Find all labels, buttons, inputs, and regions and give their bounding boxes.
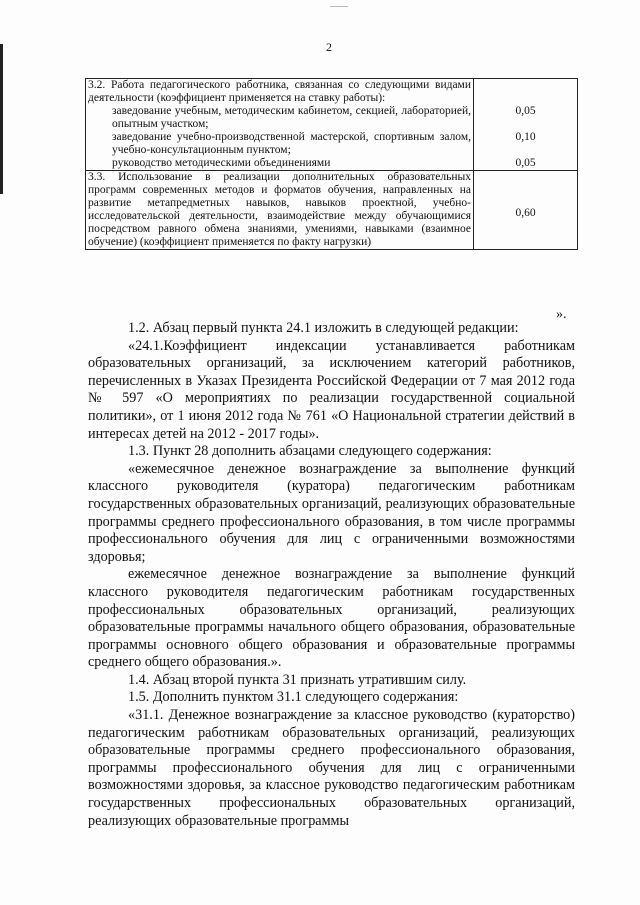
page-number: 2 <box>326 40 332 54</box>
table-cell-value: 0,05 <box>474 157 578 171</box>
paragraph: ежемесячное денежное вознаграждение за выполнение функций классного руководителя педагогическим работникам государственных профессиональных образовательных организаций, реализующих образовательные программы начального общего образования, образовательные программы основного общего образования и образовательные программы среднего общего образования.». <box>88 566 575 671</box>
paragraph: 1.3. Пункт 28 дополнить абзацами следующего содержания: <box>128 443 492 460</box>
table-cell-desc <box>86 157 474 171</box>
table-cell-text: руководство методическими объединениями <box>112 157 331 169</box>
coefficient-table <box>85 78 578 250</box>
table-cell-text: 3.3. Использование в реализации дополнительных образовательных программ современных методов и форматов обучения, направленных на развитие метапредметных навыков, навыков проектной, учебно-исследовательской деятельности, взаимодействие между обучающимися посредством равного обмена знаниями, умениями, навыками (взаимное обучение) (коэффициент применяется по факту нагрузки) <box>88 171 471 248</box>
table-row <box>86 79 578 106</box>
paragraph: 1.4. Абзац второй пункта 31 признать утратившим силу. <box>128 671 467 688</box>
document-body <box>88 320 575 830</box>
table-cell-desc <box>86 105 474 131</box>
paragraph: 1.2. Абзац первый пункта 24.1 изложить в следующей редакции: <box>128 320 519 336</box>
table-row <box>86 131 578 157</box>
table-cell-text: заведование учебным, методическим кабинетом, секцией, лабораторией, опытным участком; <box>112 105 471 130</box>
table-cell-value <box>474 79 578 106</box>
table-cell-value <box>474 171 578 250</box>
table-cell-value: 0,05 <box>474 105 578 131</box>
table-row <box>86 105 578 131</box>
table-cell-text: заведование учебно-производственной мастерской, спортивным залом, учебно-консультационным пунктом; <box>112 131 471 156</box>
paragraph: «ежемесячное денежное вознаграждение за выполнение функций классного руководителя (куратора) педагогическим работникам государственных образовательных организаций, реализующих образовательные программы среднего профессионального образования, в том числе программы профессионального обучения для лиц с ограниченными возможностями здоровья; <box>88 460 575 565</box>
table-cell-value: 0,10 <box>474 131 578 157</box>
paragraph: 1.5. Дополнить пунктом 31.1 следующего содержания: <box>128 689 459 706</box>
table-closing-quote: ». <box>556 307 567 322</box>
table-cell-desc <box>86 131 474 157</box>
table-row <box>86 157 578 171</box>
scan-speck <box>330 6 348 7</box>
table-cell-text: 0,60 <box>515 207 536 219</box>
table-cell-desc: 3.2. Работа педагогического работника, связанная со следующими видами деятельности (коэффициент применяется на ставку работы): <box>86 79 474 106</box>
scan-edge-mark <box>0 44 3 194</box>
paragraph: «31.1. Денежное вознаграждение за классное руководство (кураторство) педагогическим работникам образовательных организаций, реализующих образовательные программы среднего профессионального образования, программы профессионального обучения для лиц с ограниченными возможностями здоровья, за классное руководство педагогическим работникам государственных профессиональных образовательных организаций, реализующих образовательные программы <box>88 707 575 829</box>
table-row <box>86 171 578 250</box>
table-cell-desc <box>86 171 474 250</box>
paragraph: «24.1.Коэффициент индексации устанавливается работникам образовательных организаций, за исключением категорий работников, перечисленных в Указах Президента Российской Федерации от 7 мая 2012 года № 597 «О мероприятиях по реализации государственной социальной политики», от 1 июня 2012 года № 761 «О Национальной стратегии действий в интересах детей на 2012 - 2017 годы». <box>88 337 575 442</box>
